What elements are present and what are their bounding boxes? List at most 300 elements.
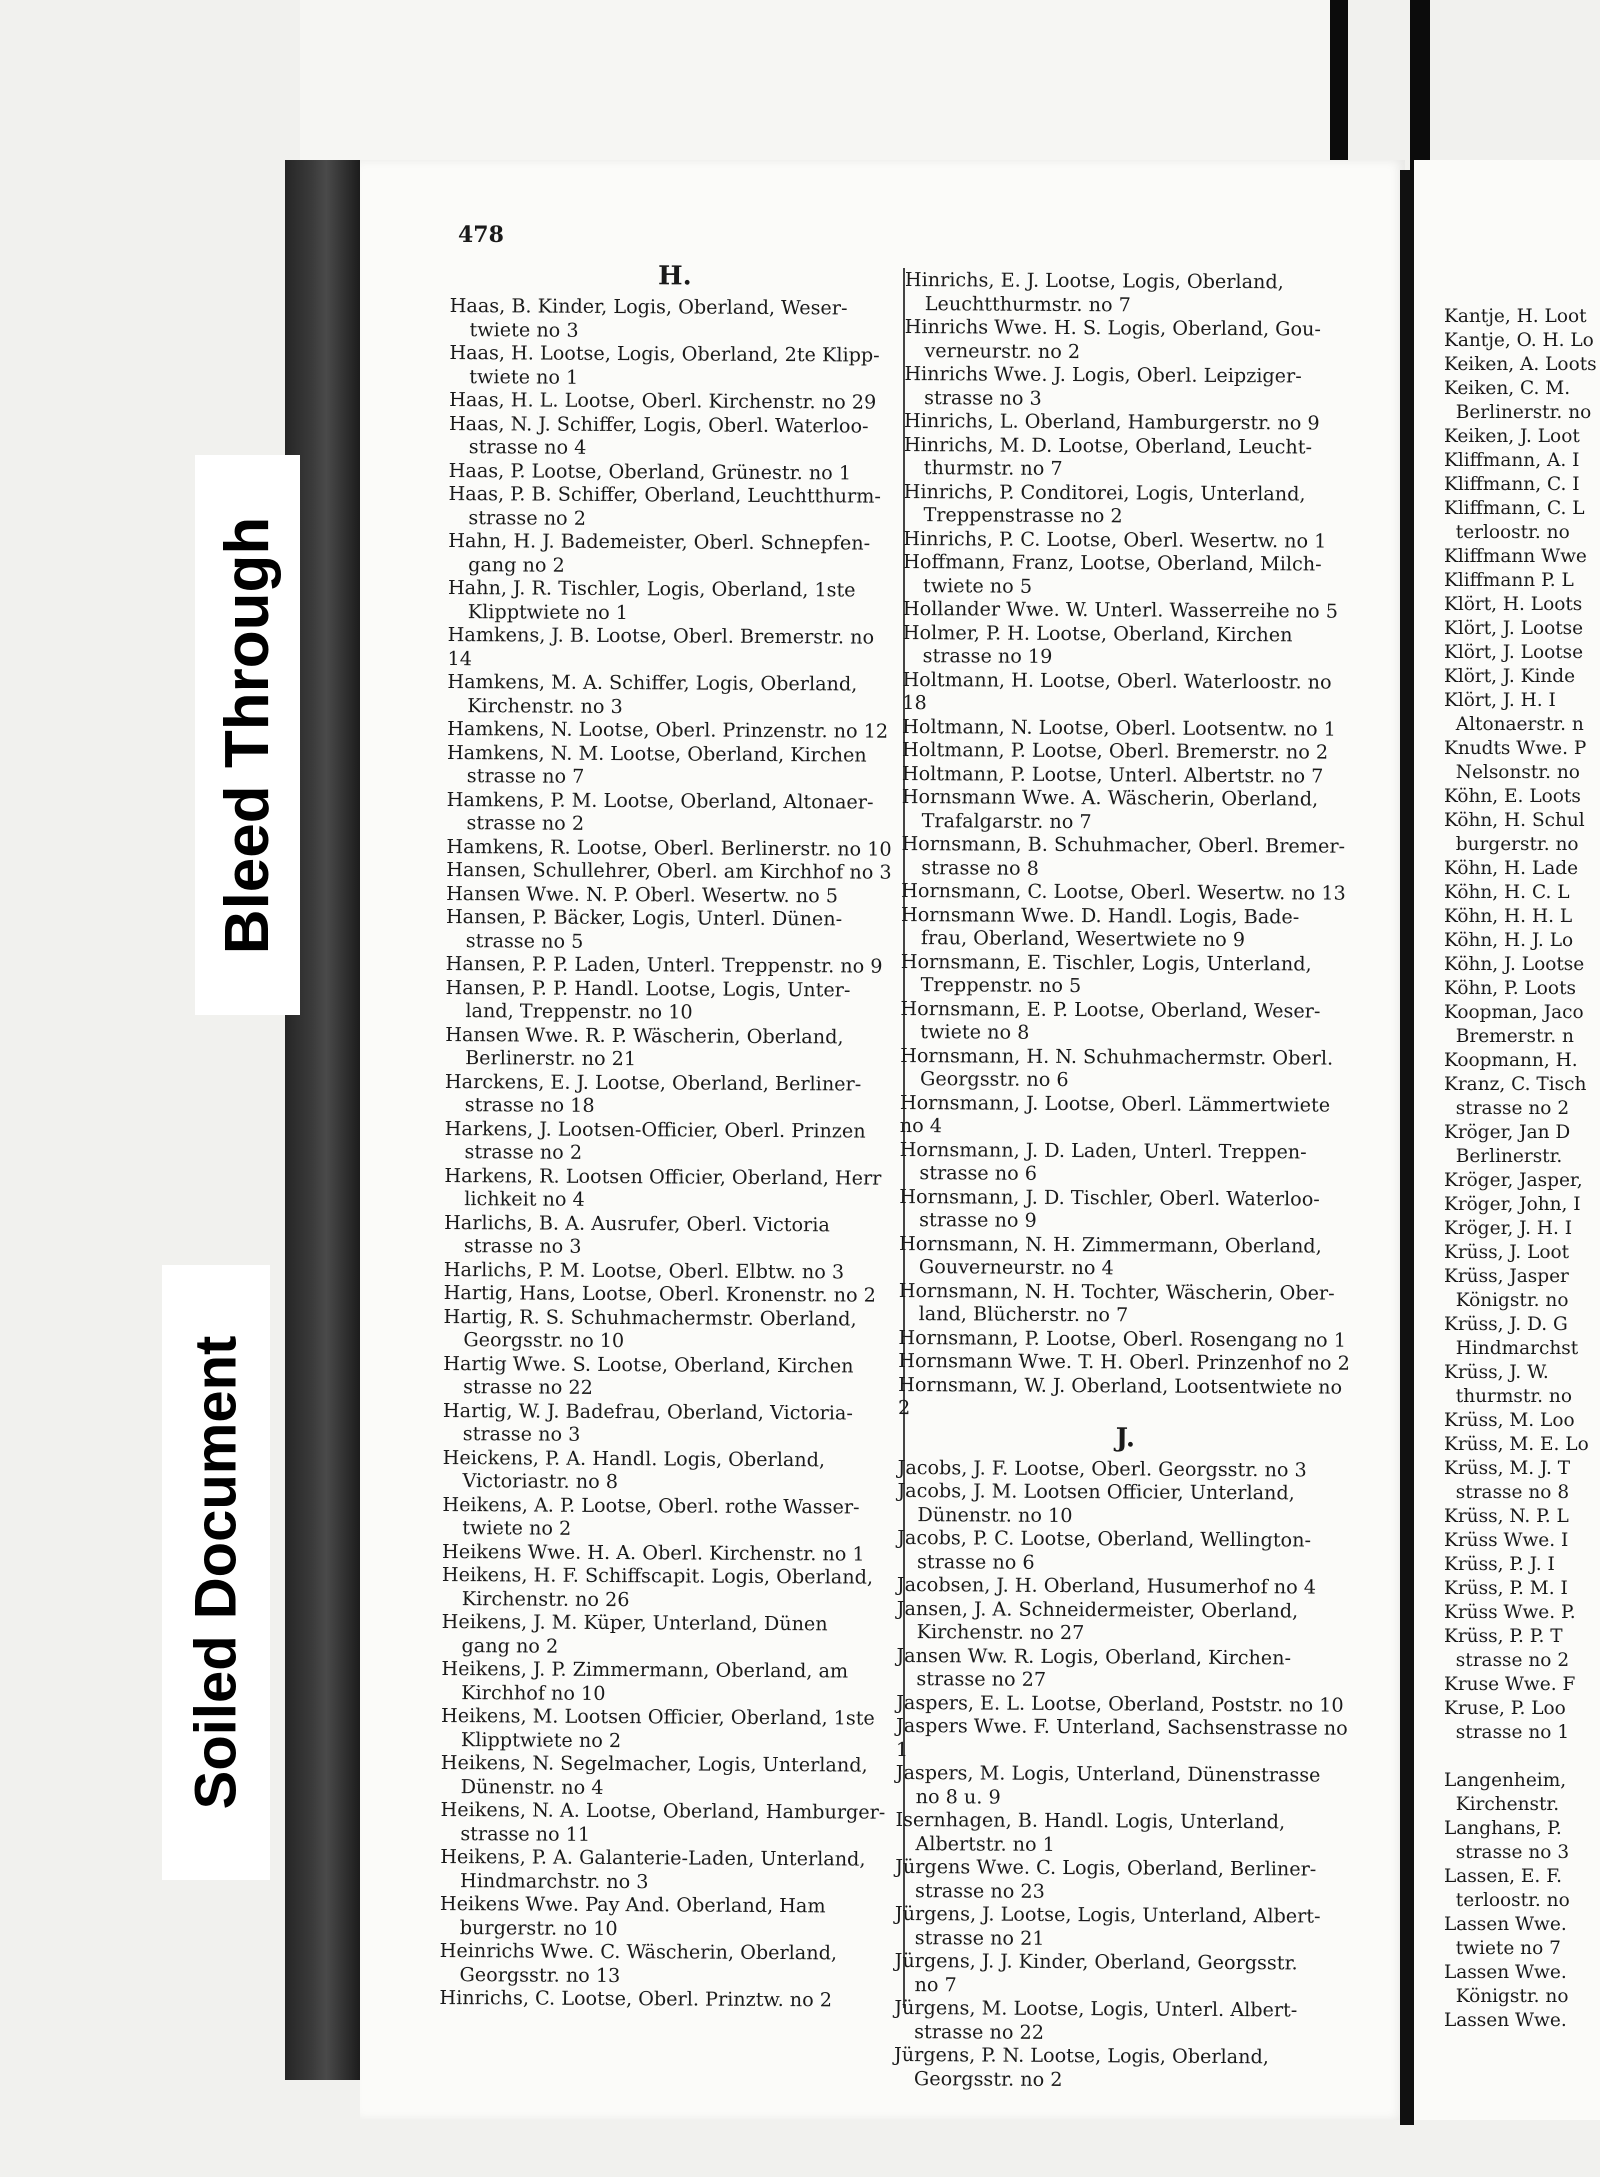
entry-continuation-line: strasse no 3 (462, 1422, 581, 1446)
entry-continuation-line: Gouverneurstr. no 4 (918, 1255, 1114, 1280)
page-gutter (1400, 170, 1414, 2125)
directory-entry (444, 1257, 894, 1283)
entry-continuation-line: Dünenstr. no 10 (917, 1502, 1073, 1527)
directory-entry (439, 1939, 889, 1989)
directory-entry (895, 1855, 1350, 1905)
partial-entry-line: Köhn, J. Lootse (1444, 954, 1585, 975)
partial-entry-line: Berlinerstr. (1444, 1146, 1563, 1167)
entry-line: Hartig Wwe. S. Lootse, Oberland, Kirchen (443, 1351, 854, 1377)
directory-entry (905, 268, 1360, 318)
directory-entry (904, 432, 1359, 482)
entry-line: Hartig, Hans, Lootse, Oberl. Kronenstr. no 2 (443, 1280, 876, 1307)
entry-line: Heickens, P. A. Handl. Logis, Oberland, (442, 1445, 826, 1471)
entry-continuation-line: twiete no 1 (469, 364, 579, 389)
directory-entry (446, 952, 896, 978)
entry-line: Heikens Wwe. H. A. Oberl. Kirchenstr. no 1 (442, 1539, 865, 1566)
right-page (1414, 160, 1600, 2120)
directory-entry (448, 529, 898, 579)
entry-continuation-line: Berlinerstr. no 21 (465, 1046, 637, 1071)
directory-entry (446, 834, 896, 860)
entry-continuation-line: Kirchenstr. no 26 (461, 1586, 630, 1611)
directory-entry (447, 670, 897, 720)
bleed-through-text: Bleed Through (213, 516, 283, 954)
partial-entry-line: Kliffmann, A. I (1444, 450, 1580, 471)
entry-continuation-line: gang no 2 (468, 552, 565, 577)
entry-continuation-line: Klipptwiete no 2 (460, 1727, 622, 1752)
directory-entry (445, 975, 895, 1025)
entry-line: Jaspers, E. L. Lootse, Oberland, Poststr. no 10 (896, 1690, 1344, 1717)
entry-line: Holmer, P. H. Lootse, Oberland, Kirchen (902, 620, 1293, 646)
partial-entry-line: Krüss, N. P. L (1444, 1506, 1569, 1527)
directory-entry (440, 1845, 890, 1895)
entry-continuation-line: thurmstr. no 7 (923, 456, 1063, 480)
entry-line: Hansen, P. P. Laden, Unterl. Treppenstr. no 9 (445, 951, 883, 978)
partial-entry-line: Bremerstr. n (1444, 1026, 1574, 1047)
entry-line: Jaspers, M. Logis, Unterland, Dünenstrasse (895, 1760, 1321, 1787)
partial-entry-line: Kliffmann P. L (1444, 570, 1574, 591)
directory-entry (443, 1304, 893, 1354)
partial-entry-line: Krüss Wwe. I (1444, 1530, 1569, 1551)
directory-entry (441, 1704, 891, 1754)
partial-entry-line: terloostr. no (1444, 1890, 1570, 1911)
entry-continuation-line: twiete no 3 (469, 317, 579, 342)
directory-entry (904, 409, 1359, 435)
directory-entry (441, 1657, 891, 1707)
entry-line: Hornsmann, H. N. Schuhmachermstr. Oberl. (900, 1043, 1334, 1070)
entry-line: Hamkens, N. Lootse, Oberl. Prinzenstr. no 12 (447, 716, 889, 743)
entry-continuation-line: land, Treppenstr. no 10 (465, 999, 693, 1024)
right-partial-column (1444, 305, 1600, 2033)
entry-line: Hornsmann, E. P. Lootse, Oberland, Weser- (900, 996, 1321, 1023)
entry-line: Hamkens, N. M. Lootse, Oberland, Kirchen (446, 740, 867, 767)
entry-line: Hornsmann, B. Schuhmacher, Oberl. Bremer- (901, 831, 1346, 858)
directory-entry (903, 479, 1358, 529)
partial-entry-line: Kliffmann Wwe (1444, 546, 1587, 567)
partial-entry-line: Lassen Wwe. (1444, 1914, 1567, 1935)
entry-line: Haas, B. Kinder, Logis, Oberland, Weser- (449, 293, 848, 320)
entry-continuation-line: gang no 2 (461, 1633, 559, 1658)
entry-line: Harkens, J. Lootsen-Officier, Oberl. Prinzen (444, 1116, 866, 1143)
entry-line: Hollander Wwe. W. Unterl. Wasserreihe no 5 (902, 596, 1339, 623)
partial-entry-line: Kruse Wwe. F (1444, 1674, 1576, 1695)
entry-line: Jaspers Wwe. F. Unterland, Sachsenstrasse no 1 (895, 1713, 1348, 1761)
partial-entry-line: Krüss, P. P. T (1444, 1626, 1563, 1647)
directory-entry (447, 623, 897, 673)
directory-entry (903, 620, 1358, 670)
directory-entry (895, 1902, 1350, 1952)
entry-line: Jürgens Wwe. C. Logis, Oberland, Berliner- (895, 1854, 1317, 1881)
directory-entry (448, 482, 898, 532)
entry-line: Hamkens, P. M. Lootse, Oberland, Altonaer- (446, 787, 874, 814)
entry-continuation-line: strasse no 6 (919, 1161, 1038, 1185)
partial-entry-line: Köhn, H. Lade (1444, 858, 1579, 879)
entry-continuation-line: twiete no 2 (462, 1516, 572, 1540)
entry-line: Hinrichs, E. J. Lootse, Logis, Oberland, (904, 268, 1284, 294)
partial-entry-line: Krüss, P. M. I (1444, 1578, 1568, 1599)
directory-entry (442, 1492, 892, 1542)
entry-line: Heikens, A. P. Lootse, Oberl. rothe Wasser- (442, 1492, 860, 1519)
partial-entry-line: Lassen Wwe. (1444, 2010, 1567, 2031)
partial-entry-line: Krüss, Jasper (1444, 1266, 1569, 1287)
directory-entry (897, 1573, 1352, 1599)
entry-continuation-line: strasse no 18 (464, 1093, 595, 1117)
directory-entry (901, 902, 1356, 952)
entry-continuation-line: twiete no 5 (922, 573, 1033, 598)
partial-entry-line: Krüss, M. J. T (1444, 1458, 1571, 1479)
entry-continuation-line: strasse no 5 (465, 928, 584, 953)
partial-entry-line: Klört, J. Kinde (1444, 666, 1576, 687)
partial-entry-line: Kröger, J. H. I (1444, 1218, 1573, 1239)
directory-entry (440, 1798, 890, 1848)
partial-entry-line: Kruse, P. Loo (1444, 1698, 1566, 1719)
directory-entry (439, 1986, 889, 2012)
directory-entry (899, 1278, 1354, 1328)
partial-entry-line: strasse no 2 (1444, 1650, 1570, 1671)
partial-entry-line: Hindmarchst (1444, 1338, 1579, 1359)
entry-line: Hinrichs, M. D. Lootse, Oberland, Leucht- (903, 432, 1313, 458)
partial-entry-line: Kirchenstr. (1444, 1794, 1560, 1815)
partial-entry-line: Kliffmann, C. L (1444, 498, 1585, 519)
partial-entry-line: Langhans, P. (1444, 1818, 1562, 1839)
entry-line: Jacobs, J. F. Lootse, Oberl. Georgsstr. no 3 (897, 1455, 1307, 1481)
directory-entry (902, 667, 1357, 717)
entry-line: Jansen Ww. R. Logis, Oberland, Kirchen- (896, 1643, 1292, 1669)
partial-entry-line: Krüss, P. J. I (1444, 1554, 1555, 1575)
entry-continuation-line: Victoriastr. no 8 (462, 1469, 619, 1494)
directory-entry (448, 576, 898, 626)
entry-line: Haas, H. Lootse, Logis, Oberland, 2te Klipp- (449, 340, 880, 367)
entry-continuation-line: strasse no 2 (466, 811, 585, 835)
directory-entry (900, 996, 1355, 1046)
entry-continuation-line: Treppenstrasse no 2 (923, 503, 1123, 528)
entry-continuation-line: strasse no 6 (917, 1549, 1035, 1574)
entry-line: Hamkens, R. Lootse, Oberl. Berlinerstr. no 10 (446, 834, 892, 861)
directory-entry (447, 717, 897, 743)
entry-continuation-line: Treppenstr. no 5 (920, 973, 1082, 998)
entry-continuation-line: strasse no 23 (915, 1878, 1045, 1903)
entry-line: Hornsmann, J. D. Tischler, Oberl. Waterloo- (899, 1184, 1320, 1211)
entry-continuation-line: strasse no 8 (921, 855, 1039, 880)
entry-continuation-line: Georgsstr. no 2 (913, 2066, 1063, 2091)
directory-entry (443, 1351, 893, 1401)
entry-line: Jacobs, J. M. Lootsen Officier, Unterland, (897, 1478, 1295, 1505)
entry-line: Hornsmann Wwe. T. H. Oberl. Prinzenhof no 2 (898, 1348, 1350, 1375)
entry-continuation-line: Klipptwiete no 1 (467, 599, 629, 624)
entry-line: Haas, H. L. Lootse, Oberl. Kirchenstr. no 29 (449, 387, 877, 414)
entry-line: Hahn, J. R. Tischler, Logis, Oberland, 1ste (447, 575, 856, 602)
entry-line: Hornsmann, N. H. Zimmermann, Oberland, (898, 1231, 1322, 1258)
entry-continuation-line: strasse no 21 (914, 1925, 1045, 1950)
entry-line: Heikens, H. F. Schiffscapit. Logis, Oberland, (441, 1562, 874, 1589)
directory-entry (904, 362, 1359, 412)
entry-continuation-line: strasse no 11 (460, 1821, 591, 1846)
directory-entry (449, 294, 899, 344)
entry-continuation-line: Georgsstr. no 10 (463, 1328, 625, 1353)
entry-continuation-line: strasse no 22 (914, 2019, 1045, 2044)
directory-entry (444, 1116, 894, 1166)
directory-entry (900, 1043, 1355, 1093)
entry-continuation-line: strasse no 27 (916, 1667, 1047, 1691)
entry-continuation-line: Georgsstr. no 6 (919, 1067, 1069, 1092)
entry-line: Hornsmann, E. Tischler, Logis, Unterland, (900, 949, 1312, 975)
directory-entry (901, 879, 1356, 905)
section-heading-j: J. (1115, 1422, 1136, 1453)
directory-entry (902, 785, 1357, 835)
entry-line: Isernhagen, B. Handl. Logis, Unterland, (895, 1807, 1286, 1834)
middle-entries-h (898, 268, 1360, 1422)
directory-entry (446, 858, 896, 884)
entry-line: Hansen, Schullehrer, Oberl. am Kirchhof no 3 (446, 857, 892, 884)
bleed-through-label (195, 455, 300, 1015)
partial-entry-line: Berlinerstr. no (1444, 402, 1592, 423)
page-number: 478 (458, 222, 504, 248)
entry-continuation-line: strasse no 2 (468, 505, 587, 530)
partial-entry-line: strasse no 1 (1444, 1722, 1570, 1743)
entry-line: Hornsmann, C. Lootse, Oberl. Wesertw. no 13 (901, 878, 1346, 905)
directory-entry (442, 1445, 892, 1495)
directory-entry (441, 1751, 891, 1801)
entry-continuation-line: Dünenstr. no 4 (460, 1774, 604, 1799)
entry-continuation-line: lichkeit no 4 (464, 1187, 585, 1211)
entry-continuation-line: verneurstr. no 2 (924, 338, 1081, 363)
entry-line: Heinrichs Wwe. C. Wäscherin, Oberland, (439, 1938, 838, 1965)
entry-continuation-line: land, Blücherstr. no 7 (918, 1302, 1129, 1327)
entry-continuation-line: Kirchhof no 10 (461, 1680, 606, 1705)
partial-entry-line (1444, 1745, 1600, 1769)
entry-line: Haas, P. B. Schiffer, Oberland, Leuchtthurm- (448, 481, 881, 508)
entry-line: Holtmann, H. Lootse, Oberl. Waterloostr. no 18 (902, 667, 1332, 715)
directory-entry (442, 1563, 892, 1613)
partial-entry-line: Klört, J. Lootse (1444, 642, 1584, 663)
partial-entry-line: Köhn, H. H. L (1444, 906, 1573, 927)
entry-continuation-line: Kirchenstr. no 27 (916, 1620, 1085, 1645)
directory-entry (444, 1281, 894, 1307)
entry-line: Hinrichs Wwe. J. Logis, Oberl. Leipziger- (904, 361, 1302, 388)
partial-entry-line: strasse no 8 (1444, 1482, 1570, 1503)
entry-line: Hamkens, J. B. Lootse, Oberl. Bremerstr. no 14 (447, 622, 875, 670)
directory-entry (901, 949, 1356, 999)
entry-continuation-line: Albertstr. no 1 (915, 1831, 1056, 1856)
partial-entry-line: Klört, H. Loots (1444, 594, 1583, 615)
background-area (300, 0, 1340, 170)
directory-entry (445, 1069, 895, 1119)
directory-entry (896, 1761, 1351, 1811)
directory-entry (446, 787, 896, 837)
partial-entry-line: strasse no 2 (1444, 1098, 1570, 1119)
directory-entry (894, 1996, 1349, 2046)
directory-entry (446, 905, 896, 955)
partial-entry-line: Altonaerstr. n (1444, 714, 1584, 735)
left-column (439, 258, 900, 2012)
directory-entry (897, 1596, 1352, 1646)
directory-entry (896, 1643, 1351, 1693)
entry-continuation-line: strasse no 3 (924, 385, 1042, 410)
entry-line: Heikens, N. Segelmacher, Logis, Unterland, (440, 1750, 868, 1777)
partial-entry-line: Köhn, H. Schul (1444, 810, 1585, 831)
directory-entry (897, 1479, 1352, 1529)
partial-entry-line: thurmstr. no (1444, 1386, 1572, 1407)
directory-entry (444, 1210, 894, 1260)
middle-column (894, 268, 1360, 2093)
directory-entry (896, 1690, 1351, 1716)
partial-entry-line: Krüss, M. Loo (1444, 1410, 1575, 1431)
directory-entry (441, 1610, 891, 1660)
partial-entry-line: Knudts Wwe. P (1444, 738, 1587, 759)
entry-continuation-line: burgerstr. no 10 (459, 1915, 618, 1940)
directory-entry (446, 881, 896, 907)
directory-entry (902, 714, 1357, 740)
partial-entry-line: Kliffmann, C. I (1444, 474, 1580, 495)
soiled-document-text: Soiled Document (183, 1335, 249, 1810)
directory-entry (449, 388, 899, 414)
partial-entry-line: Krüss Wwe. P. (1444, 1602, 1576, 1623)
partial-entry-line: Kröger, Jan D (1444, 1122, 1571, 1143)
entry-line: Hornsmann, N. H. Tochter, Wäscherin, Ober- (898, 1278, 1335, 1305)
directory-entry (449, 458, 899, 484)
directory-entry (440, 1892, 890, 1942)
entry-continuation-line: strasse no 2 (464, 1140, 583, 1164)
directory-entry (903, 597, 1358, 623)
partial-entry-line: twiete no 7 (1444, 1938, 1561, 1959)
entry-line: Heikens, N. A. Lootse, Oberland, Hamburger- (440, 1797, 886, 1824)
directory-entry (904, 315, 1359, 365)
directory-entry (898, 1455, 1353, 1481)
directory-entry (903, 526, 1358, 552)
directory-entry (443, 1398, 893, 1448)
left-entries (439, 294, 899, 2012)
entry-line: Hinrichs, L. Oberland, Hamburgerstr. no 9 (903, 408, 1320, 435)
entry-line: Heikens, P. A. Galanterie-Laden, Unterland, (440, 1844, 866, 1871)
partial-entry-line: Klört, J. Lootse (1444, 618, 1584, 639)
entry-continuation-line: Trafalgarstr. no 7 (921, 808, 1092, 833)
entry-line: Hoffmann, Franz, Lootse, Oberland, Milch- (903, 549, 1322, 576)
directory-entry (899, 1137, 1354, 1187)
entry-line: Hornsmann Wwe. D. Handl. Logis, Bade- (900, 902, 1300, 928)
entry-continuation-line: no 8 u. 9 (915, 1784, 1001, 1809)
directory-entry (444, 1163, 894, 1213)
entry-line: Hartig, W. J. Badefrau, Oberland, Victoria- (442, 1398, 853, 1424)
partial-entry-line: Keiken, A. Loots (1444, 354, 1597, 375)
entry-line: Heikens, J. M. Küper, Unterland, Dünen (441, 1609, 828, 1636)
entry-line: Heikens Wwe. Pay And. Oberland, Ham (439, 1891, 826, 1918)
entry-line: Hornsmann, J. Lootse, Oberl. Lämmertwiete no 4 (899, 1090, 1331, 1138)
entry-line: Holtmann, P. Lootse, Oberl. Bremerstr. no 2 (901, 737, 1329, 764)
entry-continuation-line: Kirchenstr. no 3 (467, 693, 623, 718)
partial-entry-line: Keiken, C. M. (1444, 378, 1571, 399)
directory-entry (898, 1349, 1353, 1375)
partial-entry-line: Königstr. no (1444, 1986, 1569, 2007)
entry-line: Hansen, P. Bäcker, Logis, Unterl. Dünen- (445, 904, 843, 931)
partial-entry-line: Lassen Wwe. (1444, 1962, 1567, 1983)
partial-entry-line: burgerstr. no (1444, 834, 1579, 855)
entry-continuation-line: Hindmarchstr. no 3 (460, 1868, 649, 1893)
entry-continuation-line: strasse no 3 (463, 1234, 582, 1258)
partial-entry-line: Klört, J. H. I (1444, 690, 1556, 711)
entry-line: Haas, P. Lootse, Oberland, Grünestr. no 1 (448, 458, 852, 484)
directory-entry (442, 1539, 892, 1565)
partial-entry-line: Koopmann, H. (1444, 1050, 1578, 1071)
partial-entry-line: Nelsonstr. no (1444, 762, 1580, 783)
entry-line: Hinrichs Wwe. H. S. Logis, Oberland, Gou- (904, 314, 1322, 341)
directory-entry (903, 550, 1358, 600)
entry-line: Hornsmann Wwe. A. Wäscherin, Oberland, (901, 784, 1319, 811)
entry-line: Heikens, J. P. Zimmermann, Oberland, am (441, 1656, 849, 1683)
partial-entry-line: Koopman, Jaco (1444, 1002, 1584, 1023)
partial-entry-line: terloostr. no (1444, 522, 1570, 543)
entry-line: Hinrichs, C. Lootse, Oberl. Prinztw. no 2 (439, 1985, 833, 2012)
directory-entry (902, 738, 1357, 764)
directory-entry (449, 411, 899, 461)
partial-entry-line: Königstr. no (1444, 1290, 1569, 1311)
entry-line: Hansen Wwe. R. P. Wäscherin, Oberland, (445, 1022, 844, 1048)
partial-entry-line: Köhn, H. C. L (1444, 882, 1570, 903)
directory-entry (898, 1372, 1353, 1422)
entry-continuation-line: Georgsstr. no 13 (459, 1962, 621, 1987)
partial-entry-line: Krüss, J. W. (1444, 1362, 1549, 1383)
entry-line: Hornsmann, W. J. Oberland, Lootsentwiete no 2 (897, 1372, 1343, 1420)
entry-continuation-line: twiete no 8 (920, 1020, 1030, 1044)
directory-entry (895, 1808, 1350, 1858)
entry-continuation-line: strasse no 9 (919, 1208, 1037, 1232)
partial-entry-line: Krüss, J. Loot (1444, 1242, 1570, 1263)
entry-continuation-line: frau, Oberland, Wesertwiete no 9 (920, 926, 1246, 952)
entry-line: Jürgens, J. Lootse, Logis, Unterland, Albert- (894, 1901, 1321, 1928)
directory-entry (445, 1022, 895, 1072)
partial-entry-line: Kantje, O. H. Lo (1444, 330, 1594, 351)
entry-line: Jürgens, J. J. Kinder, Oberland, Georgsstr. (894, 1948, 1298, 1975)
entry-line: Harlichs, B. A. Ausrufer, Oberl. Victoria (444, 1210, 830, 1236)
scan-edge-strip (1330, 0, 1348, 170)
partial-entry-line: Köhn, E. Loots (1444, 786, 1581, 807)
middle-entries-j (894, 1455, 1353, 2092)
entry-line: Haas, N. J. Schiffer, Logis, Oberl. Waterloo- (448, 411, 869, 438)
entry-continuation-line: strasse no 4 (468, 435, 587, 459)
entry-continuation-line: strasse no 19 (922, 644, 1053, 668)
section-heading-h: H. (657, 261, 692, 292)
entry-line: Hinrichs, P. C. Lootse, Oberl. Wesertw. no 1 (903, 526, 1327, 553)
partial-entry-line: Keiken, J. Loot (1444, 426, 1580, 447)
directory-entry (897, 1526, 1352, 1576)
entry-line: Heikens, M. Lootsen Officier, Oberland, 1ste (441, 1703, 875, 1730)
partial-entry-line: Kantje, H. Loot (1444, 306, 1587, 327)
entry-line: Hartig, R. S. Schuhmachermstr. Oberland, (443, 1304, 857, 1331)
partial-entry-line: Kröger, John, I (1444, 1194, 1581, 1215)
directory-entry (898, 1325, 1353, 1351)
entry-line: Jacobs, P. C. Lootse, Oberland, Wellington- (897, 1525, 1312, 1552)
partial-entry-line: Krüss, J. D. G (1444, 1314, 1568, 1335)
directory-entry (896, 1714, 1351, 1764)
partial-entry-line: Langenheim, (1444, 1770, 1567, 1791)
entry-line: Hamkens, M. A. Schiffer, Logis, Oberland, (447, 669, 858, 696)
entry-line: Hansen Wwe. N. P. Oberl. Wesertw. no 5 (446, 881, 839, 907)
partial-entry-line: strasse no 3 (1444, 1842, 1570, 1863)
entry-line: Hahn, H. J. Bademeister, Oberl. Schnepfen- (448, 528, 871, 555)
partial-entry-line: Köhn, P. Loots (1444, 978, 1577, 999)
entry-line: Harlichs, P. M. Lootse, Oberl. Elbtw. no 3 (443, 1257, 845, 1283)
entry-line: Jürgens, M. Lootse, Logis, Unterl. Albert- (894, 1995, 1298, 2022)
directory-entry (900, 1090, 1355, 1140)
entry-line: Holtmann, P. Lootse, Unterl. Albertstr. no 7 (901, 761, 1324, 788)
directory-entry (902, 761, 1357, 787)
entry-continuation-line: strasse no 7 (466, 764, 585, 788)
entry-continuation-line: strasse no 22 (463, 1375, 593, 1399)
entry-line: Holtmann, N. Lootse, Oberl. Lootsentw. no 1 (902, 714, 1336, 741)
entry-line: Hansen, P. P. Handl. Lootse, Logis, Unter- (445, 975, 851, 1001)
directory-entry (901, 832, 1356, 882)
entry-line: Jürgens, P. N. Lootse, Logis, Oberland, (894, 2042, 1269, 2069)
directory-entry (899, 1231, 1354, 1281)
book-spine (285, 160, 360, 2080)
